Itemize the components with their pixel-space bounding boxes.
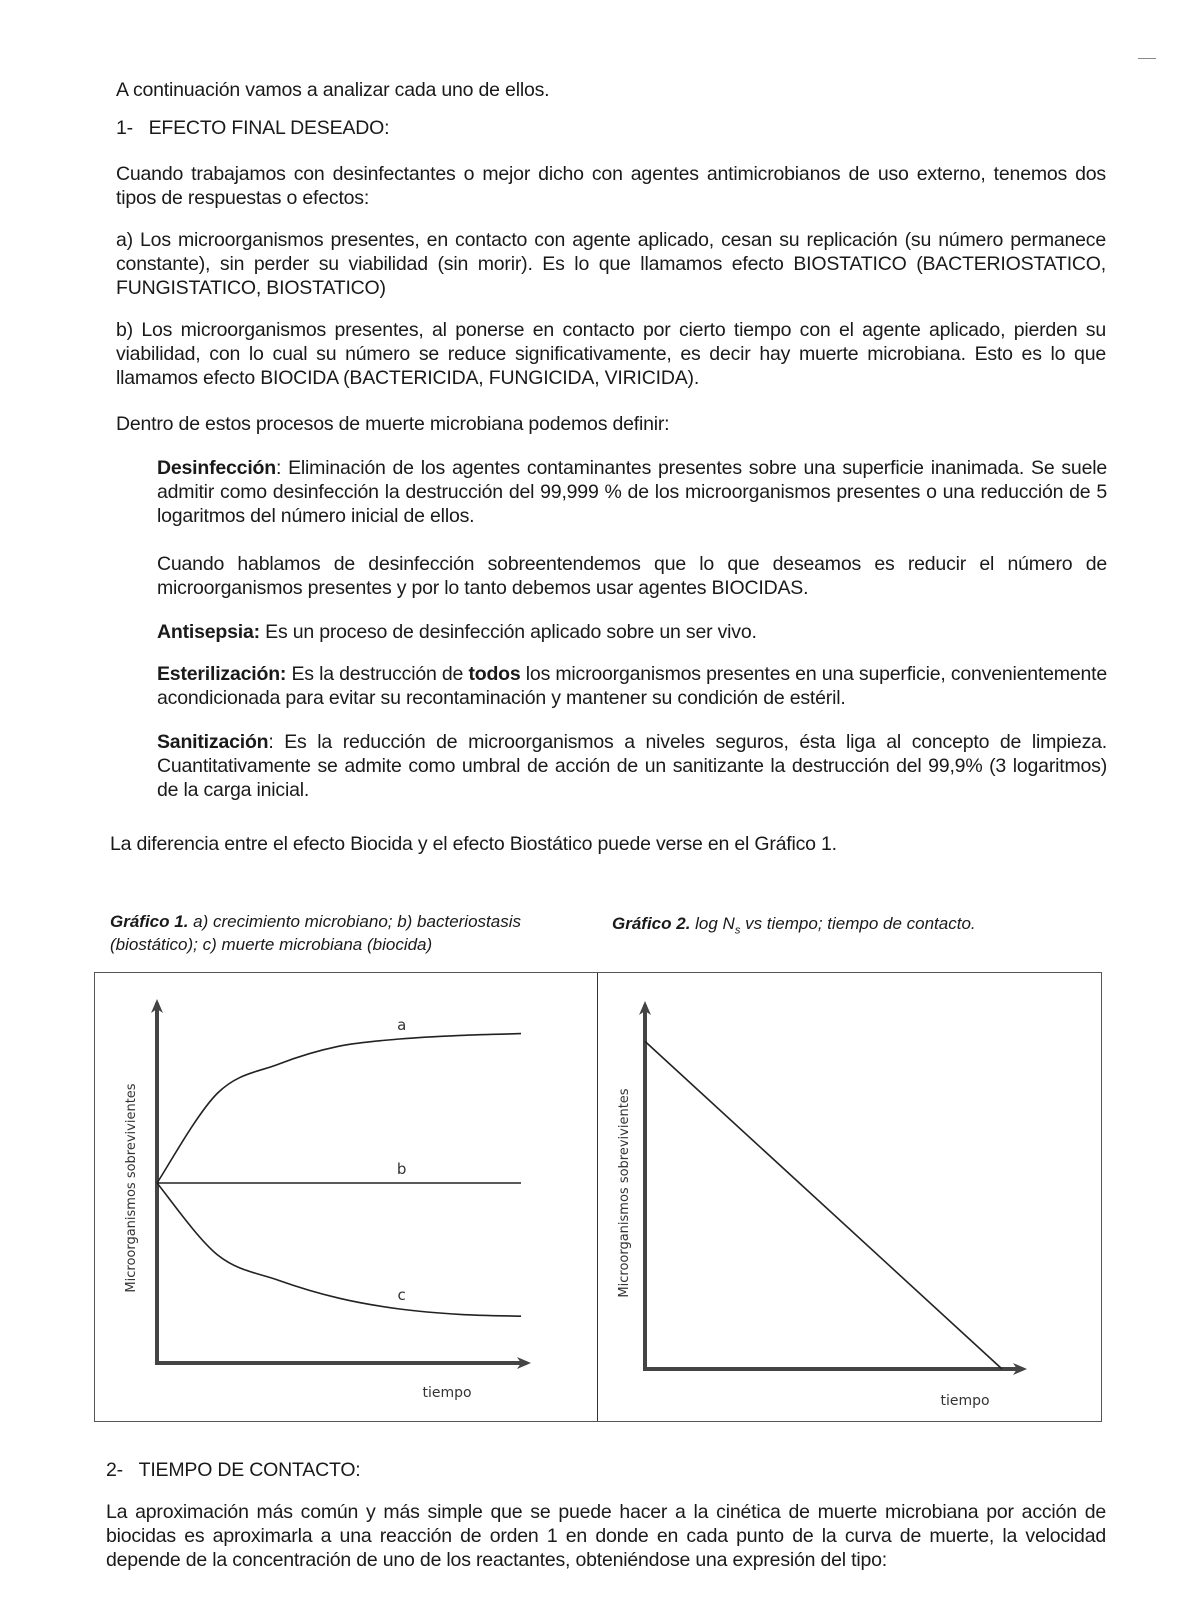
term-esterilizacion: Esterilización: <box>157 663 287 685</box>
section2-number: 2- <box>106 1459 123 1481</box>
charts-frame <box>94 972 1102 1422</box>
scan-mark <box>1138 58 1156 59</box>
section2-paragraph: La aproximación más común y más simple que se puede hacer a la cinética de muerte microbiana por acción de biocidas es aproximarla a una reacción de orden 1 en donde en cada punto de la curva de muerte, la velocidad depende de la concentración de uno de los reactantes, obteniéndose una expresión del tipo: <box>106 1501 1106 1571</box>
esterilizacion-text-2: los microorganismos presentes en una superficie, convenientemente acondicionada para evitar su recontaminación y mantener su condición de estéril. <box>157 663 1108 709</box>
sanitizacion-text: : Es la reducción de microorganismos a niveles seguros, ésta liga al concepto de limpieza. Cuantitativamente se admite como umbral de acción de un sanitizante la destrucción del 99,9% (3 logaritmos) de la carga inicial. <box>157 731 1107 801</box>
series-label-a: a <box>397 1016 407 1034</box>
chart2-xlabel: tiempo <box>940 1393 990 1409</box>
section2-title: TIEMPO DE CONTACTO: <box>138 1459 361 1481</box>
term-desinfeccion: Desinfección <box>157 457 276 479</box>
chart-grafico-1 <box>95 973 595 1421</box>
esterilizacion-bold: todos <box>468 663 521 685</box>
difference-paragraph: La diferencia entre el efecto Biocida y el efecto Biostático puede verse en el Gráfico 1. <box>110 833 837 855</box>
section1-heading <box>116 116 389 140</box>
caption-grafico-1 <box>110 910 560 956</box>
chart2-ylabel: Microorganismos sobrevivientes <box>617 1088 632 1298</box>
caption2-text-pre: log N <box>690 914 735 933</box>
series-label-c: c <box>397 1286 406 1304</box>
definition-antisepsia <box>157 620 1107 644</box>
series-line-c <box>157 1183 521 1316</box>
term-antisepsia: Antisepsia: <box>157 621 260 643</box>
esterilizacion-text-1: Es la destrucción de <box>286 663 469 685</box>
paragraph-a: a) Los microorganismos presentes, en contacto con agente aplicado, cesan su replicación (su número permanece constante), sin perder su viabilidad (sin morir). Es lo que llamamos efecto BIOSTATICO (BACTERIOSTATICO, FUNGISTATICO, BIOSTATICO) <box>116 229 1106 299</box>
caption1-label: Gráfico 1. <box>110 912 189 931</box>
desinfeccion-extra: Cuando hablamos de desinfección sobreentendemos que lo que deseamos es reducir el número de microorganismos presentes y por lo tanto debemos usar agentes BIOCIDAS. <box>157 553 1107 599</box>
series-label-b: b <box>396 1160 407 1178</box>
chart-grafico-2 <box>600 973 1100 1421</box>
term-sanitizacion: Sanitización <box>157 731 269 753</box>
definition-sanitizacion <box>157 730 1107 802</box>
series-line-log-ns <box>645 1041 1002 1369</box>
definition-esterilizacion <box>157 662 1107 710</box>
chart1-xlabel: tiempo <box>422 1385 472 1401</box>
section1-title: EFECTO FINAL DESEADO: <box>148 117 390 139</box>
section2-heading <box>106 1458 361 1482</box>
caption-grafico-2 <box>612 912 1092 942</box>
series-line-a <box>157 1034 521 1183</box>
intro-paragraph: Cuando trabajamos con desinfectantes o mejor dicho con agentes antimicrobianos de uso externo, tenemos dos tipos de respuestas o efectos: <box>116 163 1106 209</box>
desinfeccion-text: : Eliminación de los agentes contaminantes presentes sobre una superficie inanimada. Se suele admitir como desinfección la destrucción del 99,999 % de los microorganismos presentes o una reducción de 5 logaritmos del número inicial de ellos. <box>157 457 1107 527</box>
definitions-intro: Dentro de estos procesos de muerte microbiana podemos definir: <box>116 413 670 435</box>
caption2-subscript: s <box>734 924 741 937</box>
chart1-ylabel: Microorganismos sobrevivientes <box>124 1083 139 1293</box>
section1-number: 1- <box>116 117 133 139</box>
paragraph-b: b) Los microorganismos presentes, al ponerse en contacto por cierto tiempo con el agente aplicado, pierden su viabilidad, con lo cual su número se reduce significativamente, es decir hay muerte microbiana. Esto es lo que llamamos efecto BIOCIDA (BACTERICIDA, FUNGICIDA, VIRICIDA). <box>116 319 1106 389</box>
caption1-text: a) crecimiento microbiano; b) bacteriostasis (biostático); c) muerte microbiana (biocida) <box>110 912 521 954</box>
intro-text: A continuación vamos a analizar cada uno de ellos. <box>116 79 550 101</box>
charts-divider <box>597 973 598 1421</box>
antisepsia-text: Es un proceso de desinfección aplicado sobre un ser vivo. <box>259 621 757 643</box>
caption2-text-post: vs tiempo; tiempo de contacto. <box>740 914 976 933</box>
definition-desinfeccion <box>157 456 1107 528</box>
caption2-label: Gráfico 2. <box>612 914 691 933</box>
